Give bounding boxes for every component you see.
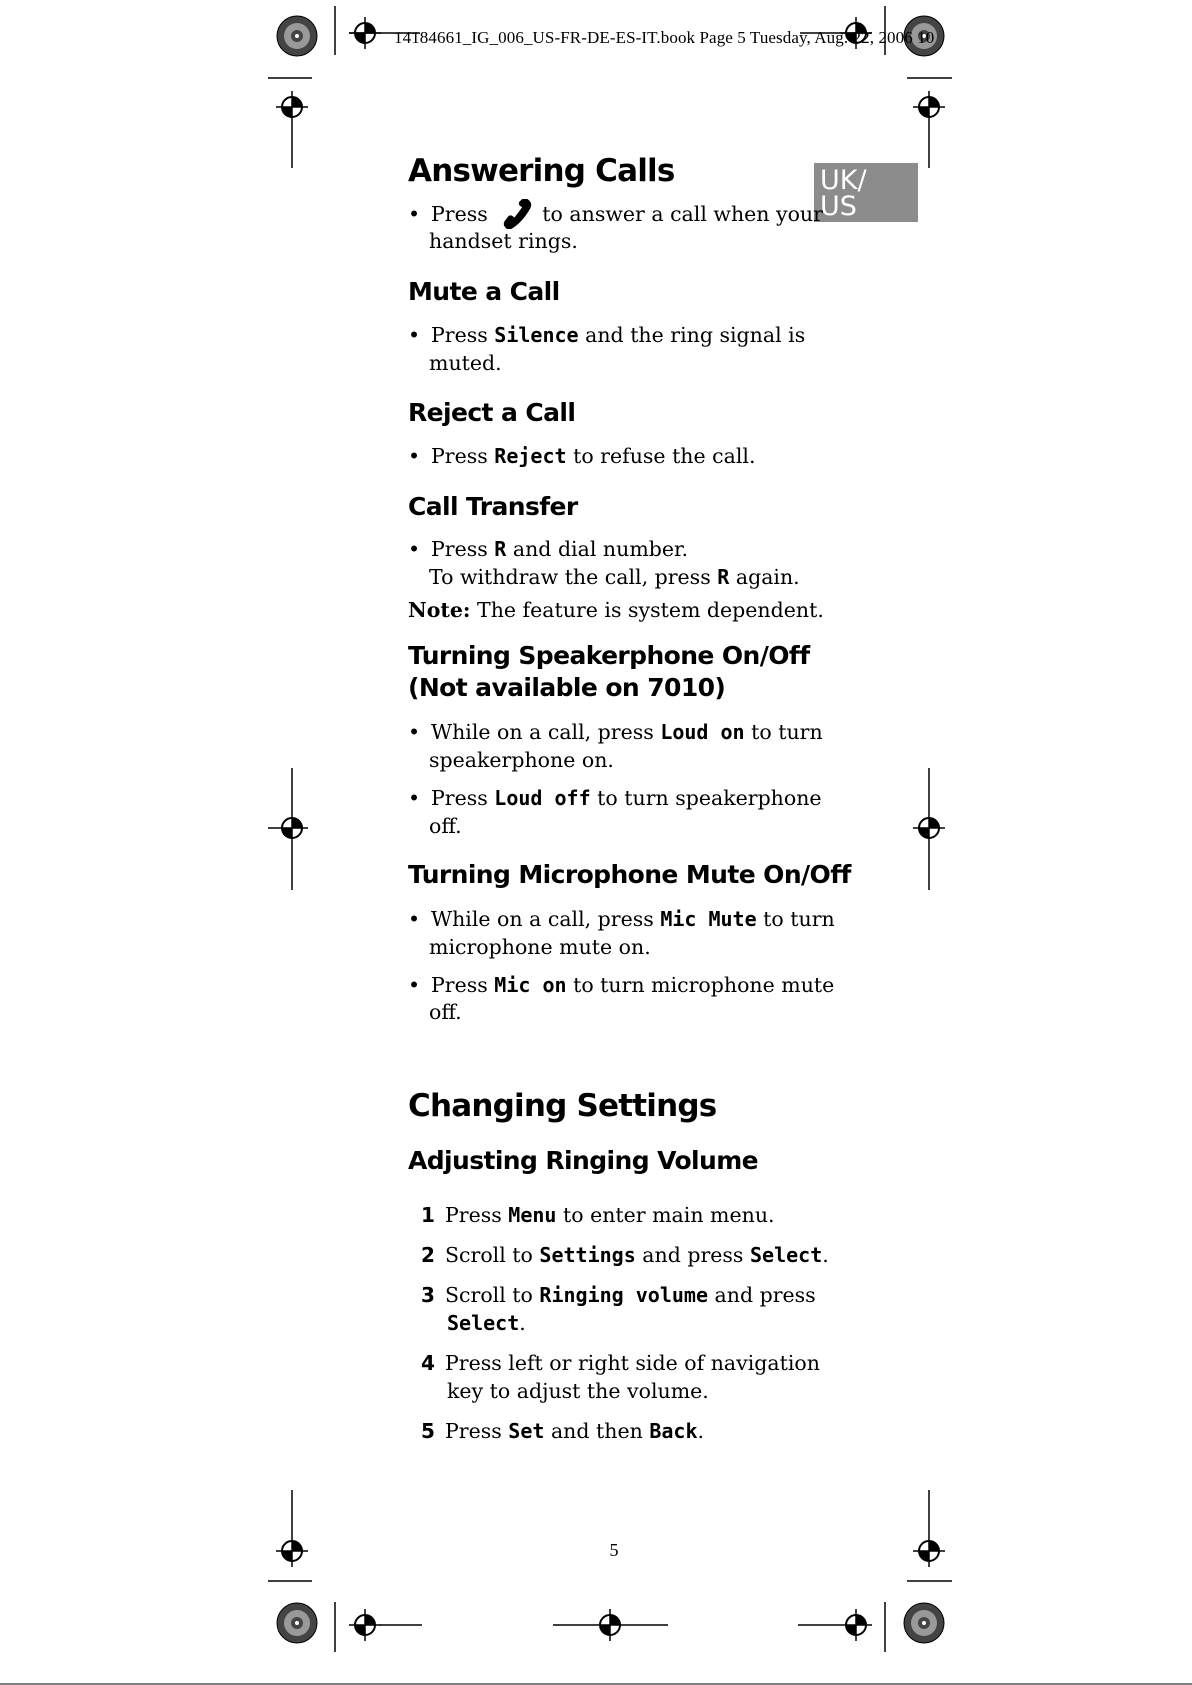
softkey-loud-on: Loud on [660, 720, 745, 744]
bullet: • [408, 907, 421, 931]
step-number: 5 [421, 1419, 435, 1443]
softkey-select: Select [447, 1311, 520, 1335]
text: Press [431, 537, 488, 561]
text: Press [431, 323, 488, 347]
text: Press [431, 202, 488, 226]
step-2 [421, 1241, 829, 1269]
note-label: Note: [408, 598, 471, 622]
bullet: • [408, 202, 421, 226]
transfer-bullet [408, 535, 688, 563]
text: While on a call, press [431, 720, 654, 744]
text: Press [445, 1203, 502, 1227]
text: . [822, 1243, 829, 1267]
reject-call-heading: Reject a Call [408, 398, 576, 427]
menu-item-ringing-volume: Ringing volume [539, 1283, 708, 1307]
text: . [697, 1419, 705, 1443]
region-badge-line1: UK/ [820, 165, 867, 196]
step-number: 1 [421, 1203, 435, 1227]
call-transfer-heading: Call Transfer [408, 492, 578, 521]
speakerphone-heading-line1: Turning Speakerphone On/Off [408, 641, 810, 670]
answering-calls-heading: Answering Calls [408, 153, 675, 189]
softkey-set: Set [508, 1419, 545, 1443]
step-4 [421, 1349, 820, 1377]
bullet: • [408, 537, 421, 561]
softkey-mic-mute: Mic Mute [660, 907, 757, 931]
bullet: • [408, 444, 421, 468]
softkey-loud-off: Loud off [494, 786, 591, 810]
softkey-back: Back [649, 1419, 698, 1443]
mute-call-heading: Mute a Call [408, 277, 560, 306]
text: Press [431, 444, 488, 468]
transfer-note [408, 596, 824, 624]
step-3-cont [447, 1309, 526, 1337]
key-r: R [717, 565, 730, 589]
bullet: • [408, 973, 421, 997]
step-3 [421, 1281, 816, 1309]
mic-bullet-1-cont: microphone mute on. [429, 935, 651, 959]
region-badge-line2: US [820, 191, 857, 222]
key-r: R [494, 537, 507, 561]
step-5 [421, 1417, 704, 1445]
mic-bullet-1 [408, 905, 835, 933]
speakerphone-heading-line2: (Not available on 7010) [408, 673, 726, 702]
text: to turn microphone mute [573, 973, 835, 997]
print-header: 14184661_IG_006_US-FR-DE-ES-IT.book Page 5 Tuesday, Aug. 22, 2006 10 [394, 28, 935, 47]
text: and press [714, 1283, 816, 1307]
softkey-select: Select [749, 1243, 823, 1267]
speaker-bullet-1-cont: speakerphone on. [429, 748, 614, 772]
text: and then [550, 1419, 643, 1443]
step-number: 4 [421, 1351, 435, 1375]
speaker-bullet-2 [408, 784, 822, 812]
menu-item-settings: Settings [539, 1243, 636, 1267]
step-number: 2 [421, 1243, 435, 1267]
region-badge [814, 163, 918, 222]
text: To withdraw the call, press [429, 565, 711, 589]
reject-bullet [408, 442, 756, 470]
ringing-volume-heading: Adjusting Ringing Volume [408, 1146, 759, 1175]
text: Press [431, 786, 488, 810]
text: . [519, 1311, 526, 1335]
text: Scroll to [445, 1283, 533, 1307]
text: Press [445, 1419, 502, 1443]
page-number: 5 [609, 1540, 619, 1560]
step-number: 3 [421, 1283, 435, 1307]
text: Press left or right side of navigation [445, 1351, 820, 1375]
softkey-mic-on: Mic on [494, 973, 567, 997]
note-text: The feature is system dependent. [477, 598, 824, 622]
text: and dial number. [512, 537, 689, 561]
step-1 [421, 1201, 775, 1229]
mute-bullet [408, 321, 805, 349]
text: to answer a call when your [542, 202, 823, 226]
bullet: • [408, 323, 421, 347]
mute-bullet-cont: muted. [429, 351, 502, 375]
text: to enter main menu. [563, 1203, 775, 1227]
text: While on a call, press [431, 907, 654, 931]
text: to turn speakerphone [597, 786, 822, 810]
text: Press [431, 973, 488, 997]
bullet: • [408, 786, 421, 810]
mic-bullet-2-cont: off. [429, 1000, 462, 1024]
handset-icon [500, 199, 536, 229]
answering-bullet-cont: handset rings. [429, 229, 578, 253]
softkey-reject: Reject [494, 444, 567, 468]
text: Scroll to [445, 1243, 533, 1267]
softkey-menu: Menu [508, 1203, 557, 1227]
text: to turn [751, 720, 823, 744]
softkey-silence: Silence [494, 323, 579, 347]
speaker-bullet-1 [408, 718, 823, 746]
text: to refuse the call. [573, 444, 756, 468]
speaker-bullet-2-cont: off. [429, 814, 462, 838]
changing-settings-heading: Changing Settings [408, 1088, 717, 1124]
text: to turn [763, 907, 835, 931]
mic-bullet-2 [408, 971, 834, 999]
text: again. [735, 565, 800, 589]
step-4-cont: key to adjust the volume. [447, 1379, 709, 1403]
bullet: • [408, 720, 421, 744]
mic-mute-heading: Turning Microphone Mute On/Off [408, 860, 851, 889]
answering-bullet [408, 199, 823, 229]
text: and the ring signal is [585, 323, 806, 347]
text: and press [642, 1243, 744, 1267]
transfer-bullet-cont [429, 563, 800, 591]
